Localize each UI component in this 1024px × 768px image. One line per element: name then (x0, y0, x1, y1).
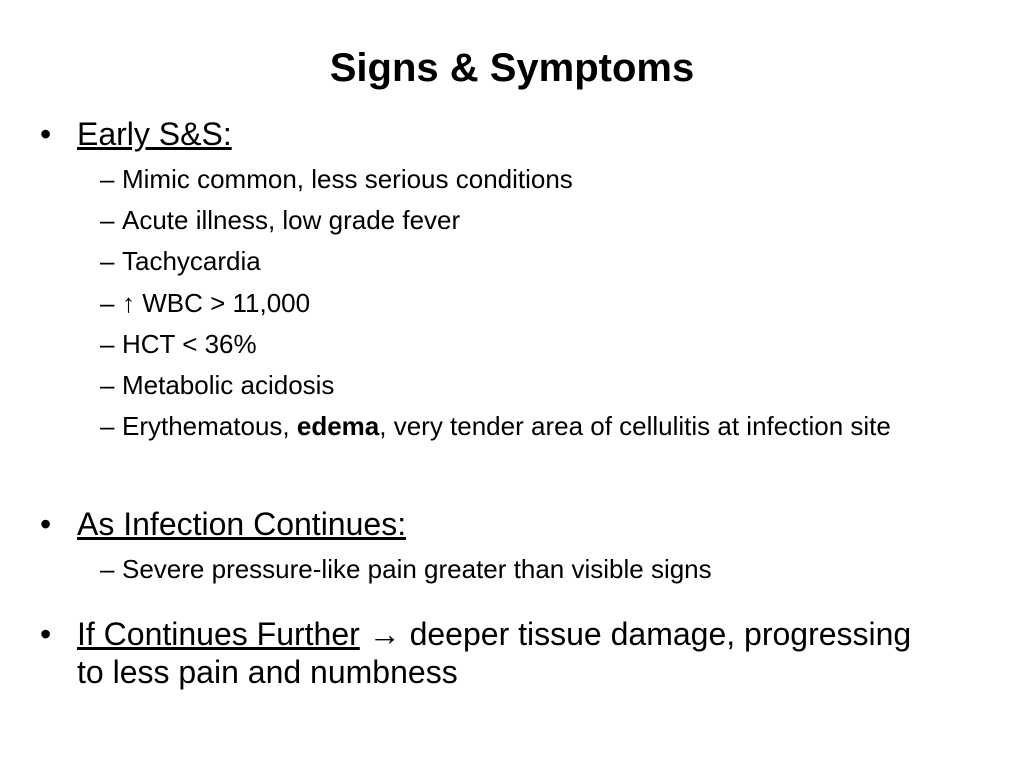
dash-glyph: – (100, 246, 115, 276)
section-text-further (77, 615, 937, 691)
dash-glyph: – (100, 411, 115, 441)
dash-glyph: – (100, 329, 115, 359)
sub-item-text: Acute illness, low grade fever (122, 205, 461, 235)
sub-item-text: Severe pressure-like pain greater than visible signs (122, 554, 712, 584)
section-heading-continues: As Infection Continues: (77, 506, 407, 542)
dash-glyph: – (100, 554, 115, 584)
right-arrow-icon: → (368, 616, 401, 652)
sub-item-text: Metabolic acidosis (122, 370, 335, 400)
slide-title: Signs & Symptoms (329, 46, 695, 90)
sub-item-text-pre: Erythematous, (122, 411, 297, 441)
bullet-glyph: • (40, 506, 52, 542)
up-arrow-icon: ↑ (122, 288, 135, 318)
dash-glyph: – (100, 164, 115, 194)
sub-item-text: Mimic common, less serious conditions (122, 164, 573, 194)
sub-item-text: HCT < 36% (122, 329, 257, 359)
sub-item-text (122, 287, 892, 320)
bullet-glyph: • (40, 116, 52, 152)
bullet-glyph: • (40, 616, 52, 652)
section-heading-early: Early S&S: (77, 116, 232, 152)
dash-glyph: – (100, 370, 115, 400)
sub-item-bold-term: edema (296, 411, 380, 441)
dash-glyph: – (100, 205, 115, 235)
dash-glyph: – (100, 288, 115, 318)
sub-item-text-post: , very tender area of cellulitis at infection site (379, 411, 891, 441)
section-further-rest: deeper tissue damage, progressing to less pain and numbness (77, 616, 912, 690)
sub-item-text (122, 410, 892, 443)
sub-item-text: Tachycardia (122, 246, 261, 276)
section-heading-further: If Continues Further (77, 616, 360, 652)
wbc-text: WBC > 11,000 (135, 288, 311, 318)
